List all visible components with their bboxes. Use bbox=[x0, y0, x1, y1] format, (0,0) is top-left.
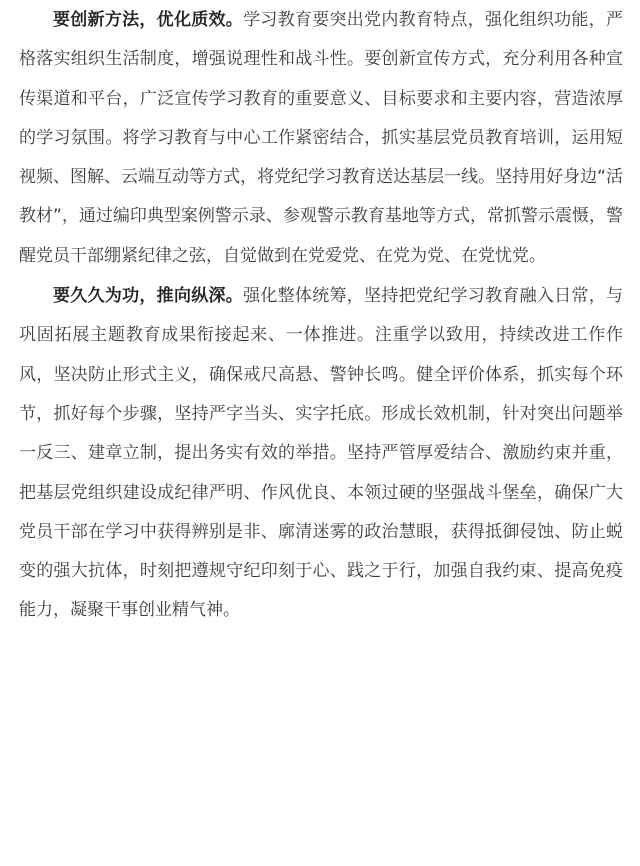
paragraph-persistent-effort bbox=[19, 276, 623, 631]
paragraph-lead-heading: 要创新方法，优化质效。 bbox=[53, 10, 244, 30]
article-body bbox=[19, 0, 623, 631]
paragraph-text: 强化整体统筹，坚持把党纪学习教育融入日常，与巩固拓展主题教育成果衔接起来、一体推进。注重学以致用，持续改进工作作风，坚决防止形式主义，确保戒尺高悬、警钟长鸣。健全评价体系，抓实每个环节，抓好每个步骤，坚持严字当头、实字托底。形成长效机制，针对突出问题举一反三、建章立制，提出务实有效的举措。坚持严管厚爱结合、激励约束并重，把基层党组织建设成纪律严明、作风优良、本领过硬的坚强战斗堡垒，确保广大党员干部在学习中获得辨别是非、廓清迷雾的政治慧眼，获得抵御侵蚀、防止蜕变的强大抗体，时刻把遵规守纪印刻于心、践之于行，加强自我约束、提高免疫能力，凝聚干事创业精气神。 bbox=[19, 286, 623, 621]
paragraph-innovate-methods bbox=[19, 0, 623, 276]
paragraph-lead-heading: 要久久为功，推向纵深。 bbox=[53, 286, 244, 307]
paragraph-text: 学习教育要突出党内教育特点，强化组织功能，严格落实组织生活制度，增强说理性和战斗性。要创新宣传方式，充分利用各种宣传渠道和平台，广泛宣传学习教育的重要意义、目标要求和主要内容，营造浓厚的学习氛围。将学习教育与中心工作紧密结合，抓实基层党员教育培训，运用短视频、图解、云端互动等方式，将党纪学习教育送达基层一线。坚持用好身边“活教材”，通过编印典型案例警示录、参观警示教育基地等方式，常抓警示震慑，警醒党员干部绷紧纪律之弦，自觉做到在党爱党、在党为党、在党忧党。 bbox=[19, 10, 623, 266]
